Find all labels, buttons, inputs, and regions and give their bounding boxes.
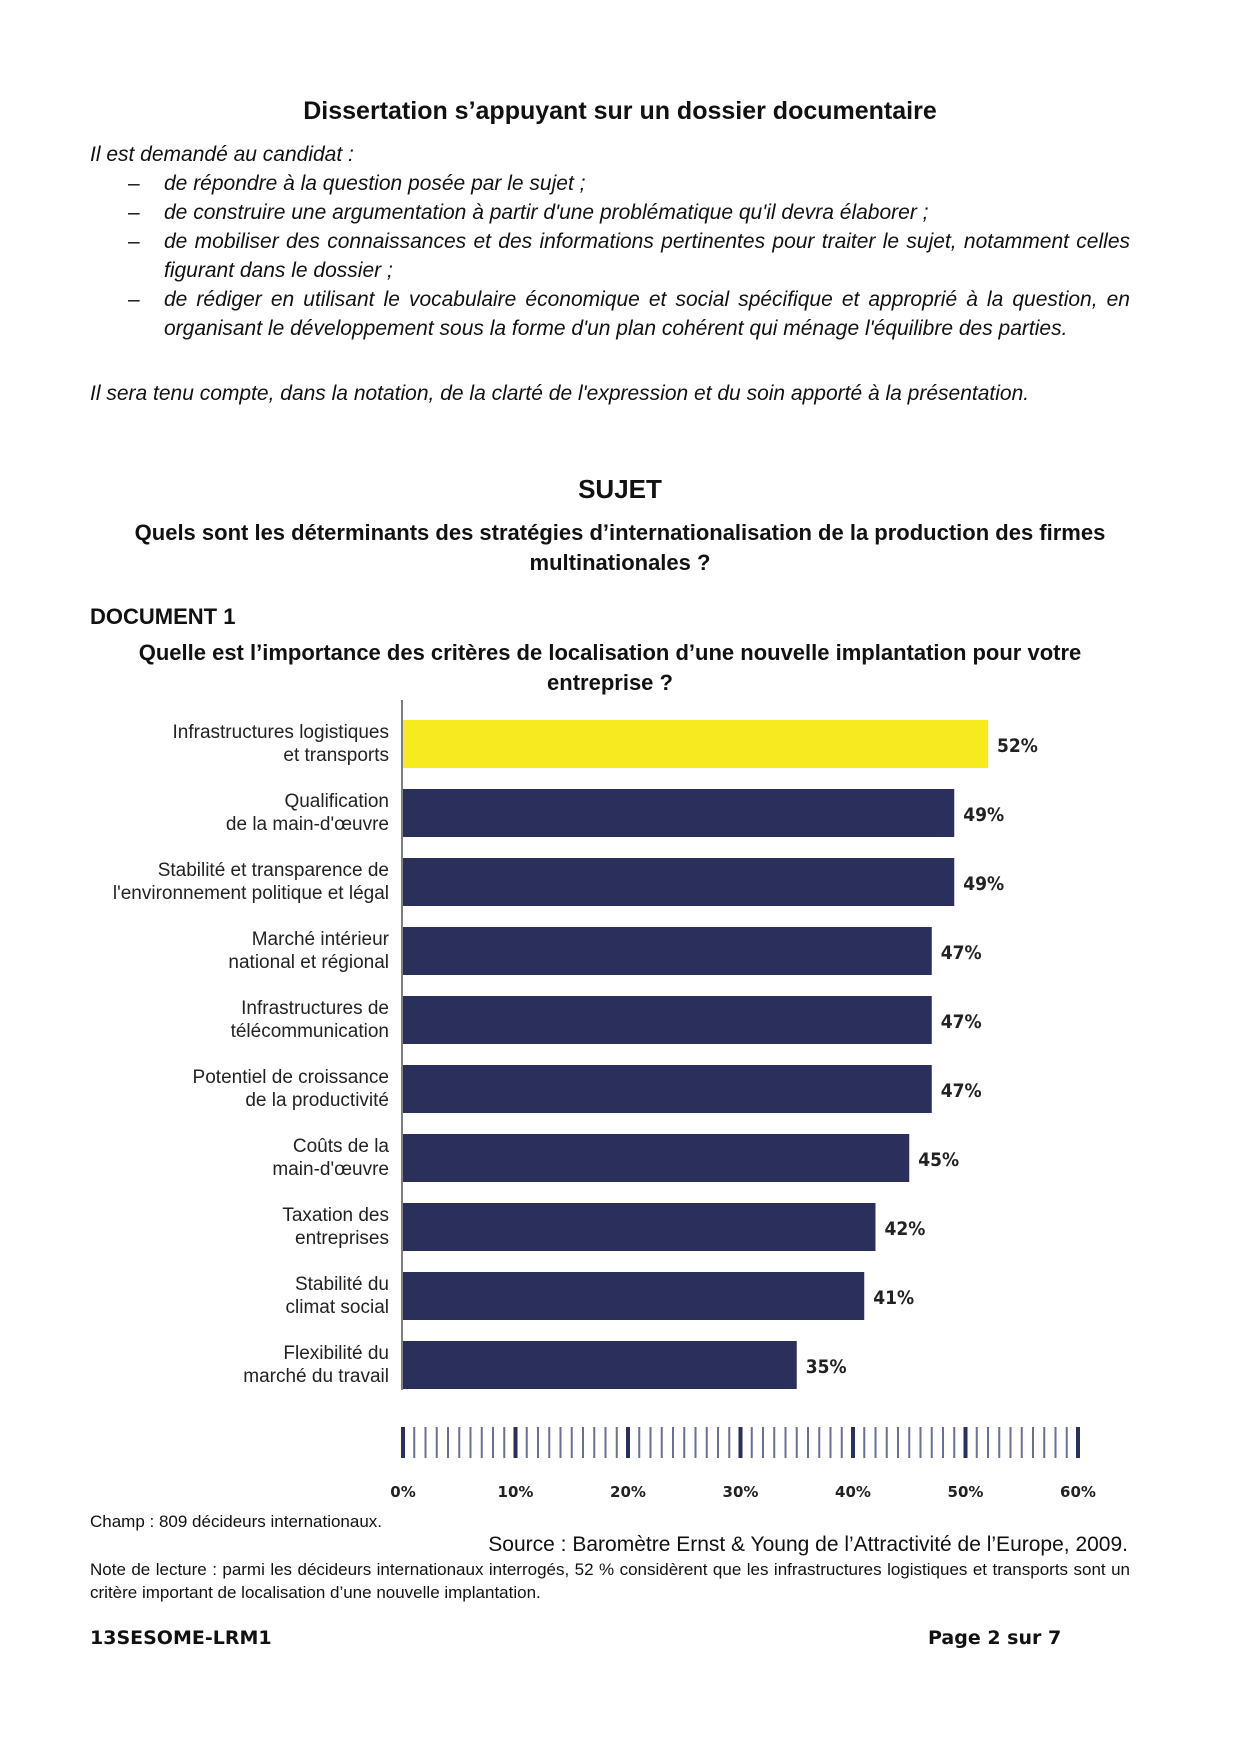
subject-heading: SUJET xyxy=(578,474,662,504)
x-tick-label: 50% xyxy=(947,1483,984,1501)
bar-value-label: 52% xyxy=(997,735,1038,757)
minor-tick xyxy=(605,1427,607,1458)
bar-value-label: 47% xyxy=(940,1011,982,1033)
minor-tick xyxy=(751,1427,753,1458)
bar-value-label: 49% xyxy=(963,804,1005,826)
category-label: télécommunication xyxy=(230,1021,389,1042)
category-label: marché du travail xyxy=(243,1366,389,1387)
x-tick-label: 40% xyxy=(835,1483,871,1501)
category-label: Stabilité du xyxy=(294,1274,389,1295)
minor-tick xyxy=(593,1427,595,1458)
minor-tick xyxy=(582,1427,584,1458)
category-label: entreprises xyxy=(295,1228,389,1249)
category-label: main-d'œuvre xyxy=(272,1159,389,1180)
minor-tick xyxy=(413,1427,415,1458)
minor-tick xyxy=(1055,1427,1057,1458)
bar-value-label: 41% xyxy=(873,1287,915,1309)
minor-tick xyxy=(728,1427,730,1458)
bar xyxy=(403,1134,909,1182)
bar xyxy=(403,789,954,837)
category-label: Infrastructures logistiques xyxy=(172,722,389,743)
minor-tick xyxy=(560,1427,562,1458)
bar-value-label: 49% xyxy=(963,873,1005,895)
minor-tick xyxy=(998,1427,1000,1458)
dash-bullet: – xyxy=(128,172,140,195)
category-label: Infrastructures de xyxy=(241,998,389,1019)
minor-tick xyxy=(616,1427,618,1458)
x-tick-label: 60% xyxy=(1060,1483,1096,1501)
subject-question: Quels sont les déterminants des stratégies d’internationalisation de la production des firmes multinationales ? xyxy=(134,520,1106,575)
minor-tick xyxy=(841,1427,843,1458)
dash-bullet: – xyxy=(128,230,140,253)
category-label: Coûts de la xyxy=(292,1136,389,1157)
x-tick-label: 0% xyxy=(390,1483,416,1501)
minor-tick xyxy=(1066,1427,1068,1458)
dash-bullet: – xyxy=(128,201,140,224)
major-tick xyxy=(739,1427,743,1458)
minor-tick xyxy=(548,1427,550,1458)
document-code: 13SESOME-LRM1 xyxy=(90,1627,272,1649)
minor-tick xyxy=(1032,1427,1034,1458)
minor-tick xyxy=(796,1427,798,1458)
bar xyxy=(403,927,932,975)
minor-tick xyxy=(492,1427,494,1458)
minor-tick xyxy=(785,1427,787,1458)
category-label: climat social xyxy=(285,1297,389,1318)
minor-tick xyxy=(897,1427,899,1458)
category-label: et transports xyxy=(283,745,389,766)
minor-tick xyxy=(908,1427,910,1458)
chart-source: Source : Baromètre Ernst & Young de l’Attractivité de l’Europe, 2009. xyxy=(488,1533,1128,1556)
instruction-item: – de construire une argumentation à partir d'une problématique qu'il devra élaborer ; xyxy=(120,198,1130,227)
minor-tick xyxy=(470,1427,472,1458)
instruction-item: – de mobiliser des connaissances et des informations pertinentes pour traiter le sujet, notamment celles figurant dans le dossier ; xyxy=(120,227,1130,285)
minor-tick xyxy=(886,1427,888,1458)
bar-value-label: 42% xyxy=(884,1218,926,1240)
bar-value-label: 45% xyxy=(918,1149,960,1171)
minor-tick xyxy=(650,1427,652,1458)
dash-bullet: – xyxy=(128,288,140,311)
minor-tick xyxy=(773,1427,775,1458)
minor-tick xyxy=(976,1427,978,1458)
bar-value-label: 47% xyxy=(940,942,982,964)
minor-tick xyxy=(526,1427,528,1458)
bar xyxy=(403,1341,797,1389)
category-label: national et régional xyxy=(228,952,389,973)
major-tick xyxy=(851,1427,855,1458)
minor-tick xyxy=(1021,1427,1023,1458)
chart-title: Quelle est l’importance des critères de localisation d’une nouvelle implantation pour votre entreprise ? xyxy=(138,640,1082,695)
page-number: Page 2 sur 7 xyxy=(928,1627,1062,1649)
minor-tick xyxy=(683,1427,685,1458)
bar xyxy=(403,720,988,768)
bar xyxy=(403,1065,932,1113)
bar xyxy=(403,996,932,1044)
category-label: de la productivité xyxy=(245,1090,389,1111)
minor-tick xyxy=(638,1427,640,1458)
page-title: Dissertation s’appuyant sur un dossier documentaire xyxy=(303,97,937,125)
instructions-intro: Il est demandé au candidat : xyxy=(90,143,354,166)
major-tick xyxy=(1076,1427,1080,1458)
minor-tick xyxy=(717,1427,719,1458)
minor-tick xyxy=(503,1427,505,1458)
minor-tick xyxy=(1043,1427,1045,1458)
category-label: de la main-d'œuvre xyxy=(225,814,389,835)
minor-tick xyxy=(571,1427,573,1458)
major-tick xyxy=(964,1427,968,1458)
minor-tick xyxy=(436,1427,438,1458)
minor-tick xyxy=(875,1427,877,1458)
bar-value-label: 47% xyxy=(940,1080,982,1102)
category-label: Stabilité et transparence de xyxy=(157,860,389,881)
category-label: l'environnement politique et légal xyxy=(112,883,389,904)
x-tick-label: 30% xyxy=(722,1483,759,1501)
bar xyxy=(403,1203,876,1251)
bar xyxy=(403,1272,864,1320)
minor-tick xyxy=(425,1427,427,1458)
minor-tick xyxy=(953,1427,955,1458)
minor-tick xyxy=(987,1427,989,1458)
minor-tick xyxy=(818,1427,820,1458)
bar-value-label: 35% xyxy=(805,1356,847,1378)
minor-tick xyxy=(447,1427,449,1458)
minor-tick xyxy=(931,1427,933,1458)
minor-tick xyxy=(807,1427,809,1458)
category-label: Flexibilité du xyxy=(283,1343,389,1364)
instruction-item: – de rédiger en utilisant le vocabulaire économique et social spécifique et approprié à la question, en organisant le développement sous la forme d'un plan cohérent qui ménage l'équilibre des parties. xyxy=(120,285,1130,343)
minor-tick xyxy=(1010,1427,1012,1458)
minor-tick xyxy=(762,1427,764,1458)
minor-tick xyxy=(481,1427,483,1458)
instruction-item: – de répondre à la question posée par le sujet ; xyxy=(120,169,1130,198)
instructions-note: Il sera tenu compte, dans la notation, de la clarté de l'expression et du soin apporté à la présentation. xyxy=(90,382,1030,405)
minor-tick xyxy=(672,1427,674,1458)
document-label: DOCUMENT 1 xyxy=(90,604,236,629)
major-tick xyxy=(514,1427,518,1458)
category-label: Qualification xyxy=(284,791,389,812)
minor-tick xyxy=(942,1427,944,1458)
minor-tick xyxy=(863,1427,865,1458)
minor-tick xyxy=(920,1427,922,1458)
minor-tick xyxy=(537,1427,539,1458)
category-label: Potentiel de croissance xyxy=(192,1067,389,1088)
category-label: Marché intérieur xyxy=(251,929,389,950)
major-tick xyxy=(626,1427,630,1458)
minor-tick xyxy=(706,1427,708,1458)
minor-tick xyxy=(661,1427,663,1458)
x-tick-label: 10% xyxy=(497,1483,534,1501)
reading-note: Note de lecture : parmi les décideurs internationaux interrogés, 52 % considèrent que les infrastructures logistiques et transports sont un critère important de localisation d’une nouvelle implantation. xyxy=(90,1560,1130,1602)
chart-scope: Champ : 809 décideurs internationaux. xyxy=(90,1512,383,1531)
x-tick-label: 20% xyxy=(610,1483,646,1501)
minor-tick xyxy=(458,1427,460,1458)
bar xyxy=(403,858,954,906)
category-label: Taxation des xyxy=(282,1205,389,1226)
minor-tick xyxy=(830,1427,832,1458)
minor-tick xyxy=(695,1427,697,1458)
major-tick xyxy=(401,1427,405,1458)
